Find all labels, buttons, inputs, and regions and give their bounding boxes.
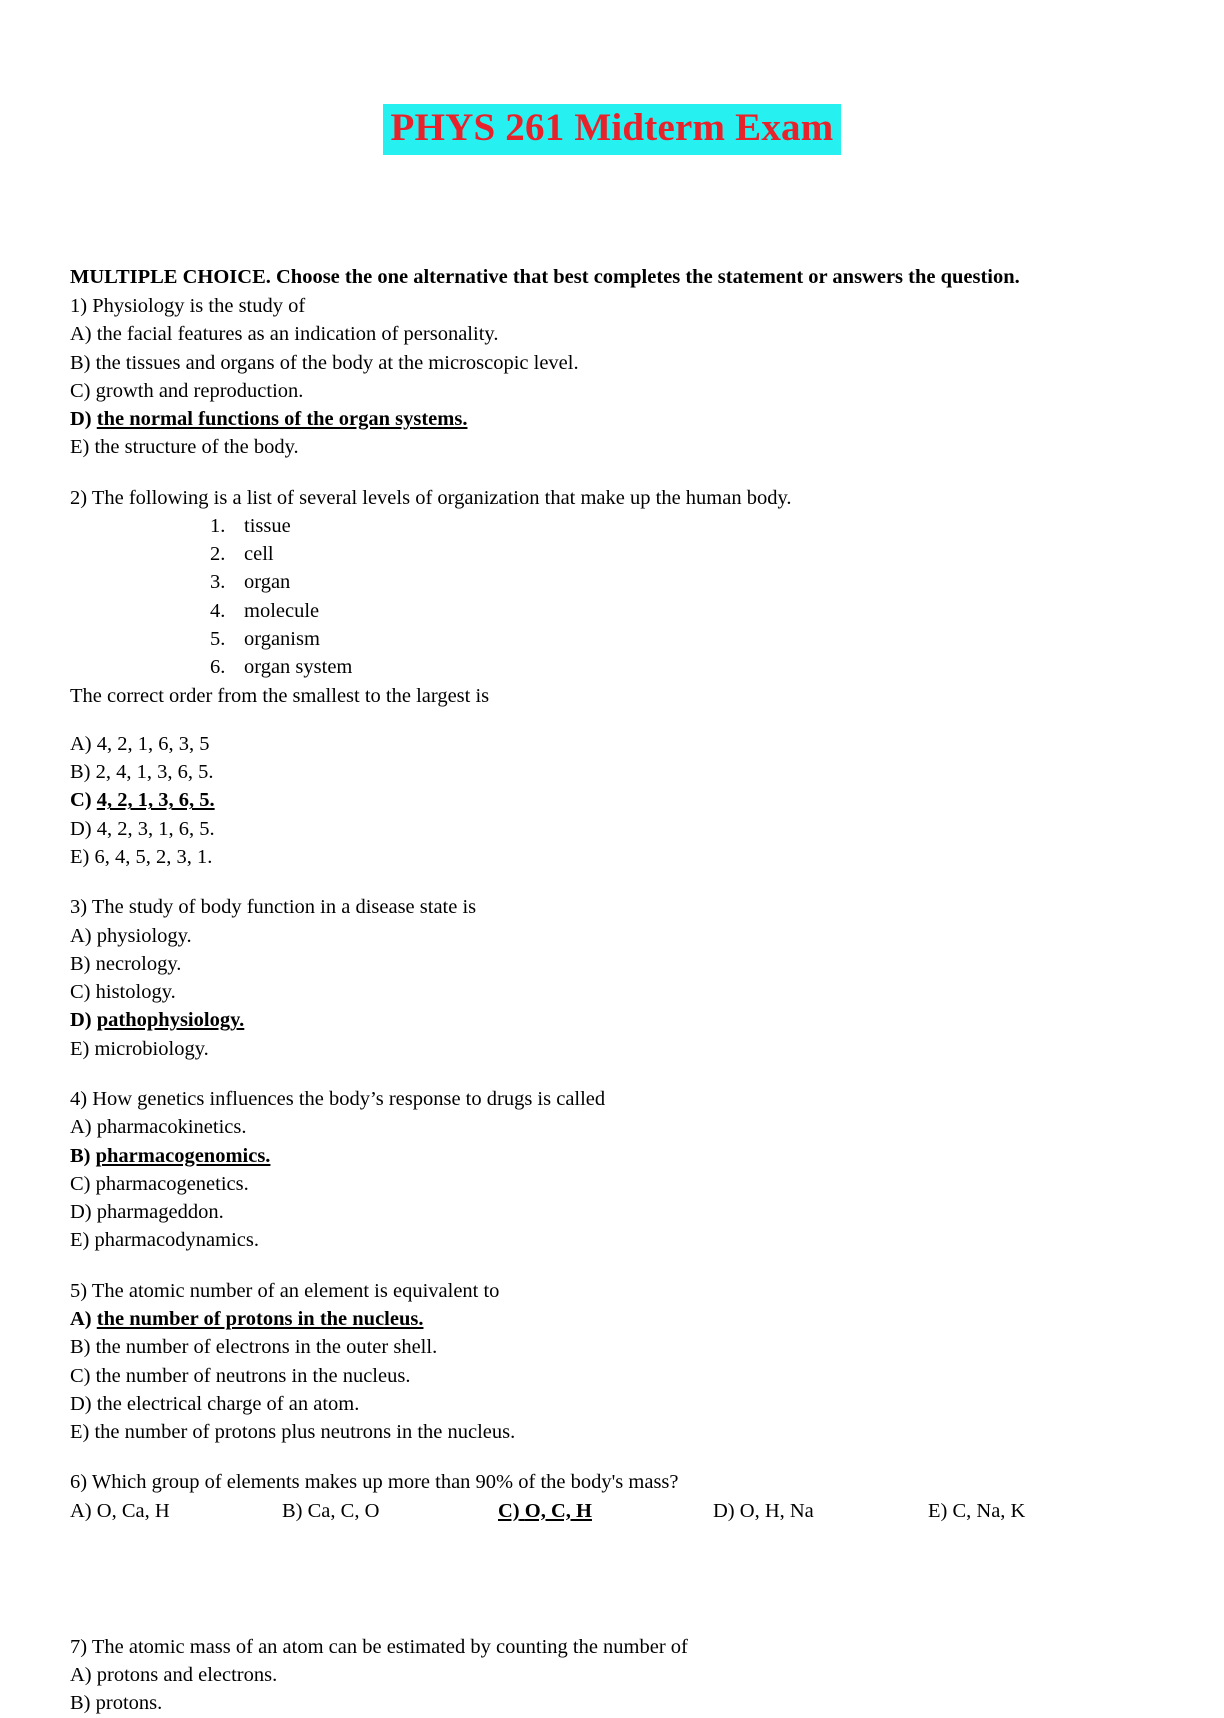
list-item-number: 3. xyxy=(210,571,226,594)
question-text: The following is a list of several levels of organization that make up the human body. xyxy=(91,486,792,509)
option-text: C, Na, K xyxy=(952,1499,1026,1522)
option-text: the normal functions of the organ systems. xyxy=(96,408,468,431)
list-item xyxy=(210,540,1144,568)
option-text: the number of neutrons in the nucleus. xyxy=(95,1364,411,1387)
option-label: A) xyxy=(70,1116,92,1139)
option-e[interactable] xyxy=(70,1226,1144,1254)
option-text: 4, 2, 3, 1, 6, 5. xyxy=(96,817,215,840)
question-text: How genetics influences the body’s response to drugs is called xyxy=(92,1087,606,1110)
question-text: Physiology is the study of xyxy=(92,294,306,317)
option-label: C) xyxy=(498,1499,520,1522)
option-a[interactable] xyxy=(70,730,1144,758)
inline-options-row xyxy=(70,1497,1144,1525)
question-number: 1) xyxy=(70,294,88,317)
option-label: A) xyxy=(70,323,92,346)
question-number: 6) xyxy=(70,1471,88,1494)
option-label: D) xyxy=(70,408,92,431)
option-c[interactable] xyxy=(70,1362,1144,1390)
question-number: 3) xyxy=(70,896,88,919)
option-d-selected[interactable] xyxy=(70,405,1144,433)
question-stem xyxy=(70,292,1144,320)
spacer xyxy=(70,710,1144,730)
option-label: D) xyxy=(70,1392,92,1415)
option-text: the tissues and organs of the body at the microscopic level. xyxy=(95,351,579,374)
option-text: physiology. xyxy=(96,924,192,947)
option-b[interactable] xyxy=(282,1497,498,1525)
option-label: D) xyxy=(713,1499,735,1522)
option-text: the electrical charge of an atom. xyxy=(96,1392,360,1415)
option-label: E) xyxy=(70,1037,90,1060)
question-number: 5) xyxy=(70,1279,88,1302)
option-label: A) xyxy=(70,1499,92,1522)
option-text: O, Ca, H xyxy=(96,1499,170,1522)
question-followup-text: The correct order from the smallest to the largest is xyxy=(70,684,490,707)
option-text: microbiology. xyxy=(94,1037,209,1060)
option-label: C) xyxy=(70,981,91,1004)
list-item-number: 5. xyxy=(210,628,226,651)
document-body xyxy=(0,263,1224,1718)
option-label: E) xyxy=(928,1499,948,1522)
option-label: A) xyxy=(70,732,92,755)
option-e[interactable] xyxy=(70,433,1144,461)
option-text: Ca, C, O xyxy=(307,1499,380,1522)
title-container xyxy=(0,0,1224,155)
list-item-label: organ xyxy=(244,571,291,594)
option-text: O, H, Na xyxy=(739,1499,814,1522)
option-text: protons and electrons. xyxy=(96,1664,278,1687)
question-number: 4) xyxy=(70,1087,88,1110)
question-text: The study of body function in a disease state is xyxy=(91,896,477,919)
question-stem xyxy=(70,484,1144,512)
option-a[interactable] xyxy=(70,1113,1144,1141)
list-item xyxy=(210,597,1144,625)
option-text: 4, 2, 1, 3, 6, 5. xyxy=(96,789,215,812)
question-stem xyxy=(70,1633,1144,1661)
option-label: B) xyxy=(70,1144,91,1167)
list-item xyxy=(210,625,1144,653)
option-text: pathophysiology. xyxy=(96,1009,245,1032)
option-c[interactable] xyxy=(70,1170,1144,1198)
option-label: E) xyxy=(70,846,90,869)
list-item-label: tissue xyxy=(244,514,291,537)
option-a[interactable] xyxy=(70,320,1144,348)
option-c[interactable] xyxy=(70,978,1144,1006)
option-d-selected[interactable] xyxy=(70,1006,1144,1034)
list-item-label: organism xyxy=(244,628,320,651)
question-stem xyxy=(70,893,1144,921)
option-label: A) xyxy=(70,924,92,947)
question-block-5 xyxy=(70,1277,1144,1447)
option-text: the facial features as an indication of personality. xyxy=(96,323,499,346)
option-d[interactable] xyxy=(70,815,1144,843)
list-item-label: cell xyxy=(244,543,274,566)
option-label: C) xyxy=(70,1172,91,1195)
list-item xyxy=(210,568,1144,596)
question-stem xyxy=(70,1468,1144,1496)
option-b-selected[interactable] xyxy=(70,1142,1144,1170)
option-b[interactable] xyxy=(70,950,1144,978)
question-block-1 xyxy=(70,292,1144,462)
option-label: A) xyxy=(70,1664,92,1687)
option-text: O, C, H xyxy=(524,1499,592,1522)
organization-levels-list xyxy=(70,512,1144,682)
question-block-2 xyxy=(70,484,1144,872)
option-label: B) xyxy=(70,952,91,975)
page-title: PHYS 261 Midterm Exam xyxy=(383,104,842,155)
option-text: the number of protons plus neutrons in the nucleus. xyxy=(94,1421,516,1444)
option-text: 4, 2, 1, 6, 3, 5 xyxy=(96,732,210,755)
option-label: C) xyxy=(70,379,91,402)
option-text: histology. xyxy=(95,981,176,1004)
option-a-selected[interactable] xyxy=(70,1305,1144,1333)
question-block-6 xyxy=(70,1468,1144,1525)
option-e[interactable] xyxy=(70,1418,1144,1446)
list-item xyxy=(210,512,1144,540)
option-a[interactable] xyxy=(70,1661,1144,1689)
option-text: growth and reproduction. xyxy=(95,379,304,402)
spacer xyxy=(70,1525,1144,1611)
option-text: the number of protons in the nucleus. xyxy=(96,1307,424,1330)
list-item-number: 2. xyxy=(210,543,226,566)
option-label: E) xyxy=(70,1421,90,1444)
option-text: protons. xyxy=(95,1692,163,1715)
option-label: B) xyxy=(70,1692,91,1715)
option-a[interactable] xyxy=(70,1497,282,1525)
option-e[interactable] xyxy=(70,1035,1144,1063)
option-c-selected[interactable] xyxy=(70,786,1144,814)
option-text: pharmacogenomics. xyxy=(95,1144,271,1167)
option-label: E) xyxy=(70,436,90,459)
list-item-number: 6. xyxy=(210,656,226,679)
option-label: B) xyxy=(70,761,91,784)
option-text: the structure of the body. xyxy=(94,436,299,459)
option-label: D) xyxy=(70,1201,92,1224)
option-label: B) xyxy=(70,1336,91,1359)
option-b[interactable] xyxy=(70,758,1144,786)
option-label: B) xyxy=(282,1499,303,1522)
list-item-number: 4. xyxy=(210,599,226,622)
option-label: E) xyxy=(70,1229,90,1252)
option-d[interactable] xyxy=(70,1390,1144,1418)
option-e[interactable] xyxy=(70,843,1144,871)
option-text: necrology. xyxy=(95,952,182,975)
question-text: The atomic number of an element is equivalent to xyxy=(91,1279,500,1302)
list-item-number: 1. xyxy=(210,514,226,537)
option-e[interactable] xyxy=(928,1497,1025,1525)
option-c[interactable] xyxy=(70,377,1144,405)
question-block-4 xyxy=(70,1085,1144,1255)
instructions-text: MULTIPLE CHOICE. Choose the one alternative that best completes the statement or answers the question. xyxy=(70,265,1020,288)
option-text: pharmageddon. xyxy=(96,1201,224,1224)
question-block-3 xyxy=(70,893,1144,1063)
option-text: 6, 4, 5, 2, 3, 1. xyxy=(94,846,213,869)
list-item-label: organ system xyxy=(244,656,353,679)
option-text: 2, 4, 1, 3, 6, 5. xyxy=(95,761,214,784)
option-label: C) xyxy=(70,789,92,812)
option-label: A) xyxy=(70,1307,92,1330)
option-label: C) xyxy=(70,1364,91,1387)
option-b[interactable] xyxy=(70,1333,1144,1361)
option-b[interactable] xyxy=(70,349,1144,377)
option-text: the number of electrons in the outer shell. xyxy=(95,1336,438,1359)
list-item-label: molecule xyxy=(244,599,320,622)
option-text: pharmacogenetics. xyxy=(95,1172,249,1195)
option-label: D) xyxy=(70,817,92,840)
question-number: 2) xyxy=(70,486,88,509)
list-item xyxy=(210,653,1144,681)
question-block-7 xyxy=(70,1633,1144,1718)
option-text: pharmacokinetics. xyxy=(96,1116,247,1139)
question-text: The atomic mass of an atom can be estimated by counting the number of xyxy=(91,1635,688,1658)
option-label: D) xyxy=(70,1009,92,1032)
question-number: 7) xyxy=(70,1635,88,1658)
option-b[interactable] xyxy=(70,1689,1144,1717)
question-stem xyxy=(70,1277,1144,1305)
question-stem xyxy=(70,1085,1144,1113)
option-c-selected[interactable] xyxy=(498,1497,713,1525)
option-a[interactable] xyxy=(70,922,1144,950)
option-d[interactable] xyxy=(70,1198,1144,1226)
option-d[interactable] xyxy=(713,1497,928,1525)
option-label: B) xyxy=(70,351,91,374)
question-text: Which group of elements makes up more than 90% of the body's mass? xyxy=(91,1471,679,1494)
option-text: pharmacodynamics. xyxy=(94,1229,259,1252)
